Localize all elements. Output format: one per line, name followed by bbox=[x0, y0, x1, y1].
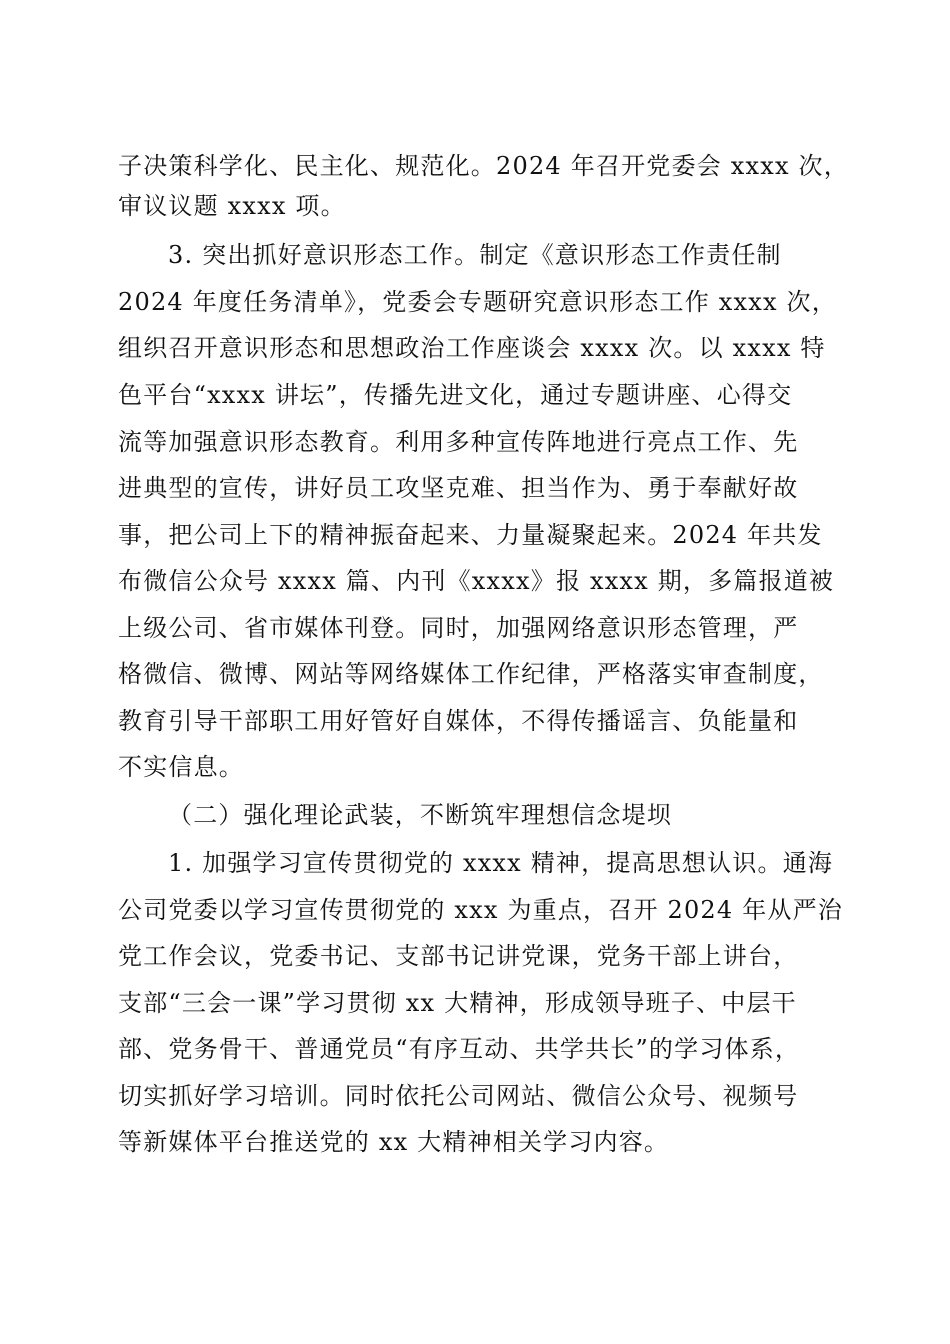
paragraph-line: 流等加强意识形态教育。利用多种宣传阵地进行亮点工作、先 bbox=[118, 428, 799, 456]
paragraph-line: 布微信公众号 xxxx 篇、内刊《xxxx》报 xxxx 期，多篇报道被 bbox=[118, 567, 835, 595]
paragraph-line: 教育引导干部职工用好管好自媒体，不得传播谣言、负能量和 bbox=[118, 707, 799, 735]
paragraph-line: 切实抓好学习培训。同时依托公司网站、微信公众号、视频号 bbox=[118, 1082, 799, 1110]
paragraph-line: 子决策科学化、民主化、规范化。2024 年召开党委会 xxxx 次， bbox=[118, 152, 849, 180]
paragraph-line: 党工作会议，党委书记、支部书记讲党课，党务干部上讲台， bbox=[118, 942, 799, 970]
paragraph-line: 等新媒体平台推送党的 xx 大精神相关学习内容。 bbox=[118, 1128, 670, 1156]
paragraph-line: 格微信、微博、网站等网络媒体工作纪律，严格落实审查制度， bbox=[118, 660, 824, 688]
paragraph-line: 不实信息。 bbox=[118, 753, 244, 781]
paragraph-line: 上级公司、省市媒体刊登。同时，加强网络意识形态管理，严 bbox=[118, 614, 799, 642]
paragraph-line: 部、党务骨干、普通党员“有序互动、共学共长”的学习体系， bbox=[118, 1035, 801, 1063]
paragraph-line: 色平台“xxxx 讲坛”，传播先进文化，通过专题讲座、心得交 bbox=[118, 381, 793, 409]
paragraph-line: 组织召开意识形态和思想政治工作座谈会 xxxx 次。以 xxxx 特 bbox=[118, 334, 826, 362]
paragraph-line: 1. 加强学习宣传贯彻党的 xxxx 精神，提高思想认识。通海 bbox=[168, 849, 834, 877]
paragraph-line: 审议议题 xxxx 项。 bbox=[118, 192, 346, 220]
paragraph-line: 2024 年度任务清单》，党委会专题研究意识形态工作 xxxx 次， bbox=[118, 288, 837, 316]
paragraph-line: 3. 突出抓好意识形态工作。制定《意识形态工作责任制 bbox=[168, 241, 782, 269]
section-heading: （二）强化理论武装，不断筑牢理想信念堤坝 bbox=[168, 801, 672, 829]
paragraph-line: 公司党委以学习宣传贯彻党的 xxx 为重点，召开 2024 年从严治 bbox=[118, 896, 843, 924]
paragraph-line: 支部“三会一课”学习贯彻 xx 大精神，形成领导班子、中层干 bbox=[118, 989, 797, 1017]
paragraph-line: 进典型的宣传，讲好员工攻坚克难、担当作为、勇于奉献好故 bbox=[118, 474, 799, 502]
paragraph-line: 事，把公司上下的精神振奋起来、力量凝聚起来。2024 年共发 bbox=[118, 521, 823, 549]
